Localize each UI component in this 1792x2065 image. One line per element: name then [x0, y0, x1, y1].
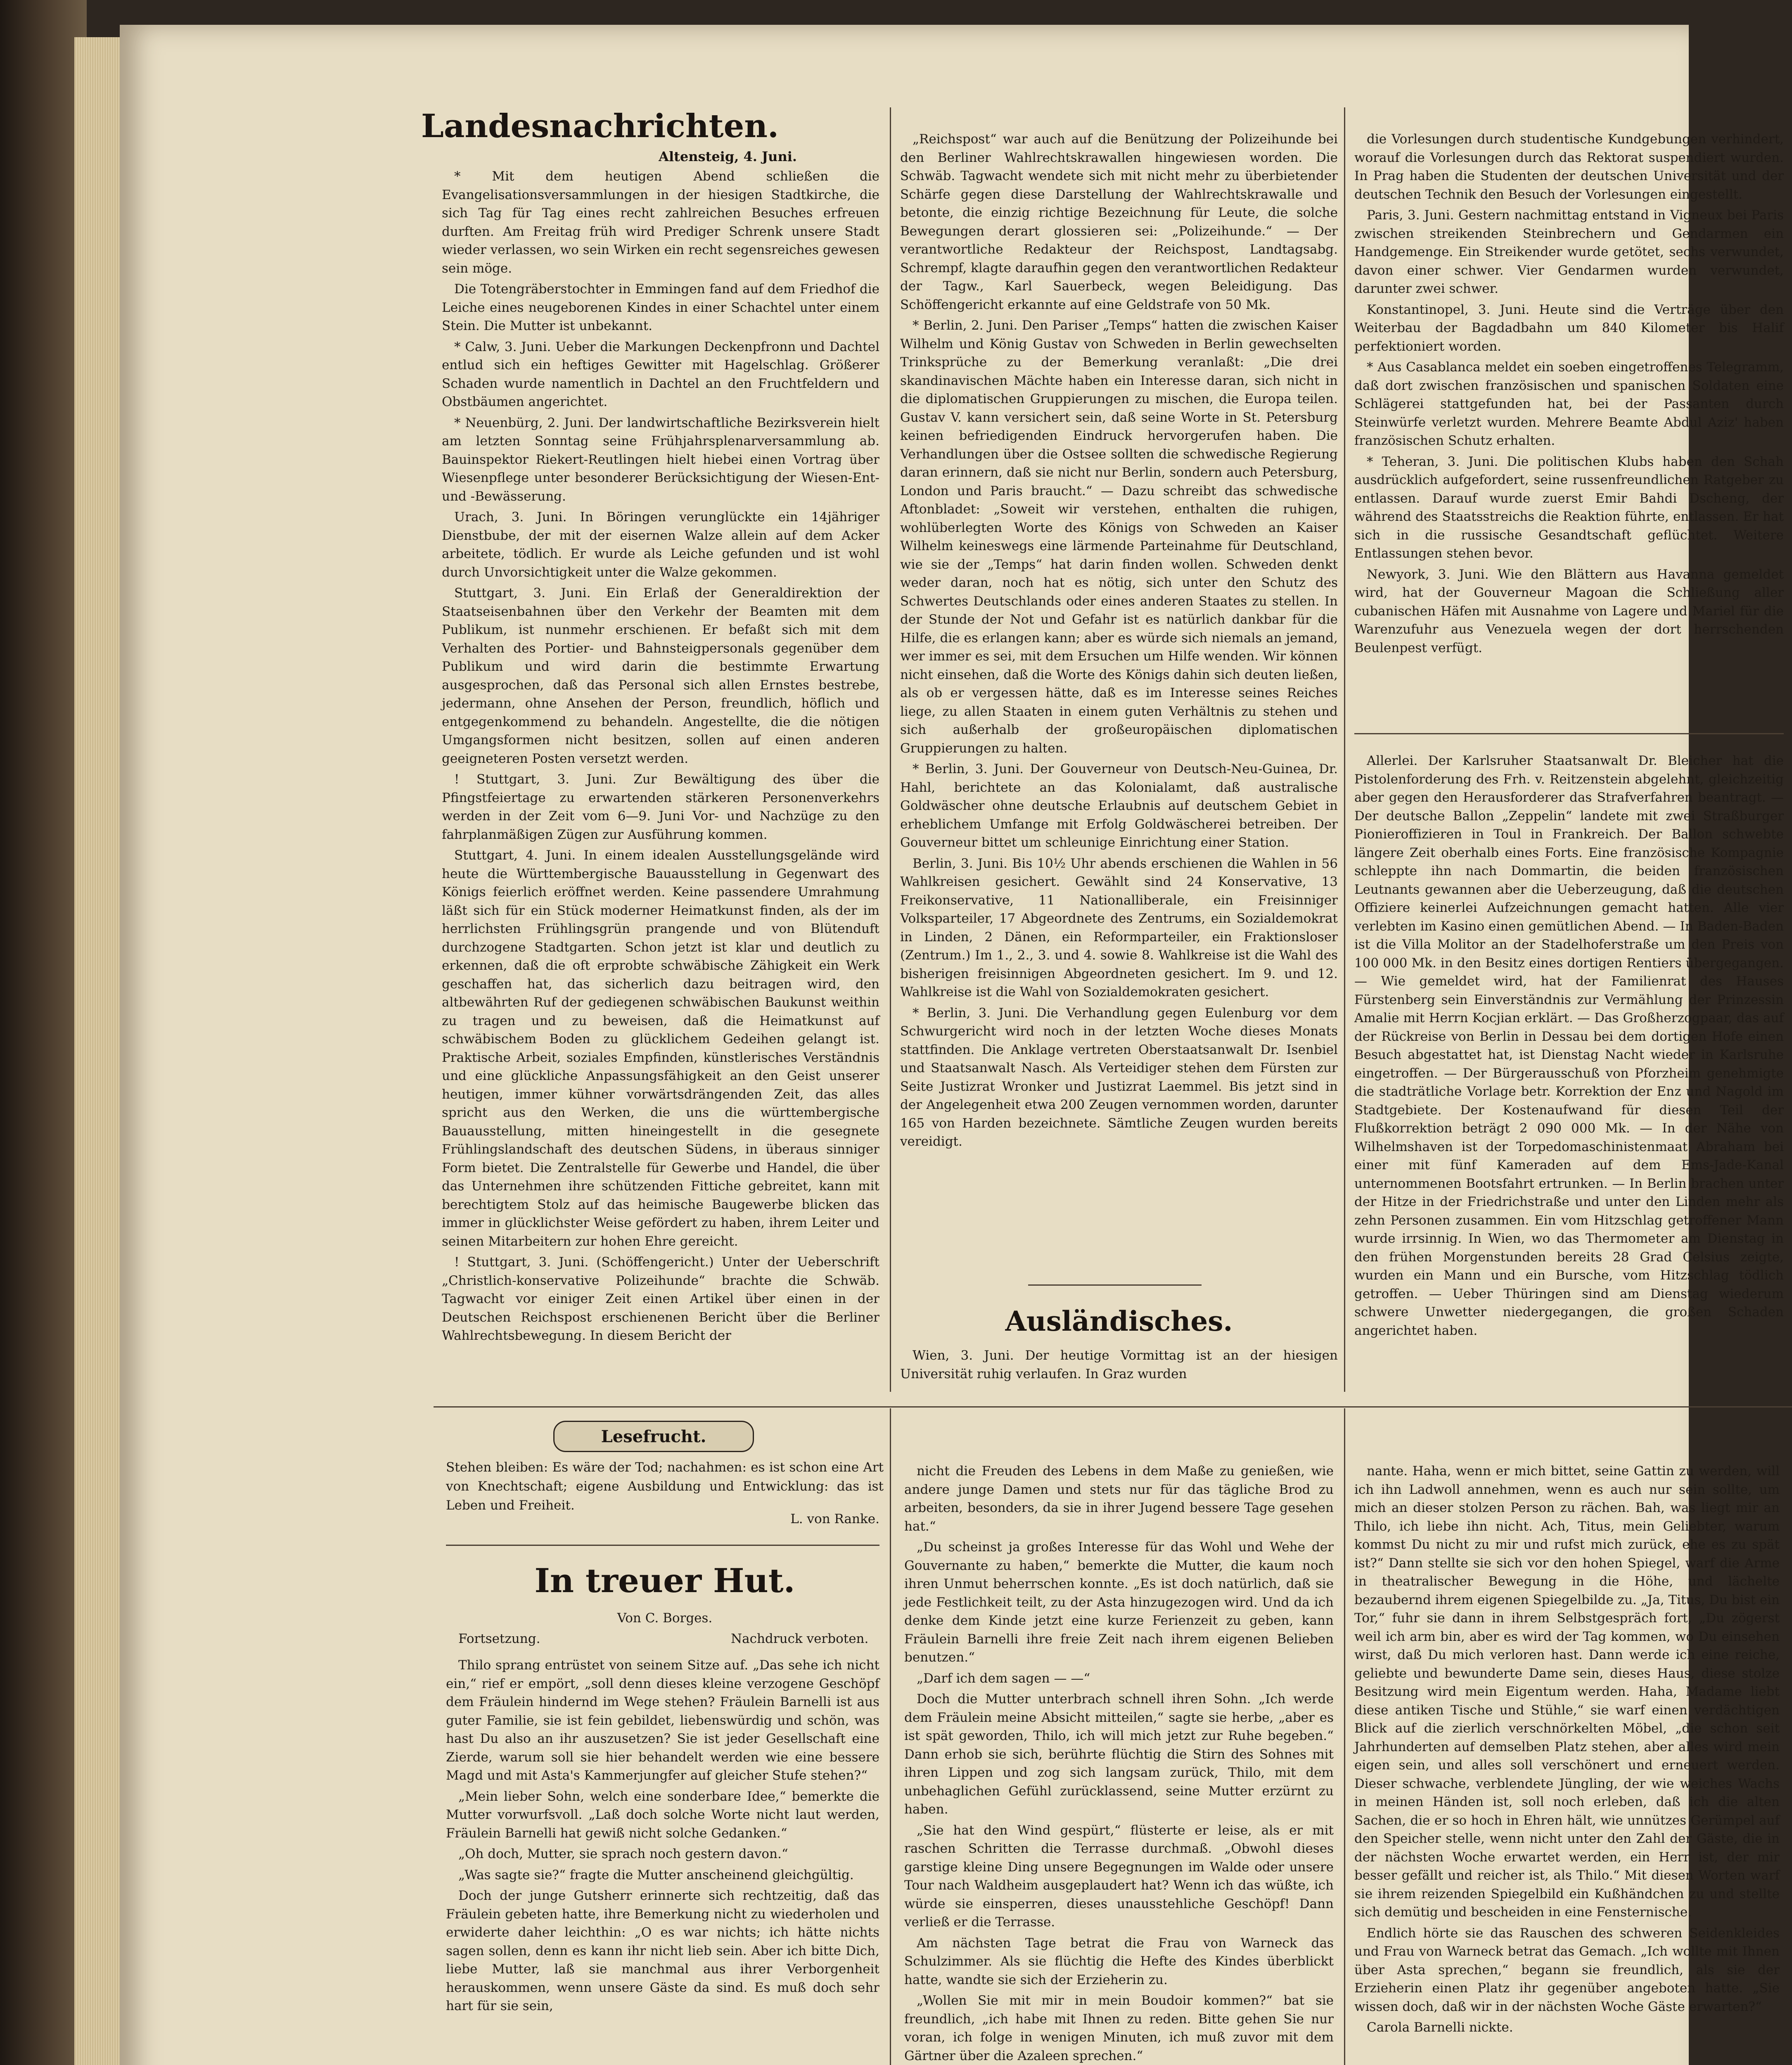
column-rule	[890, 107, 891, 1392]
novel-paragraph: Thilo sprang entrüstet von seinem Sitze auf. „Das sehe ich nicht ein,“ rief er empört, „soll denn dieses kleine verzogene Geschöpf dem Fräulein hindernd im Wege stehen? Fräulein Barnelli ist aus guter Familie, sie ist fein gebildet, liebenswürdig und schön, was hast Du also an ihr auszusetzen? Sie ist jeder Gesellschaft eine Zierde, warum soll sie hier behandelt werden wie eine bessere Magd und mit Asta's Kammerjungfer auf gleicher Stufe stehen?“	[446, 1658, 879, 1783]
article: Stuttgart, 4. Juni. In einem idealen Ausstellungsgelände wird heute die Württembergische Bauausstellung in Gegenwart des Königs feierlich eröffnet werden. Keine passendere Umrahmung läßt sich für ein Stück moderner Heimatkunst finden, als der im herrlichsten Frühlingsgrün prangende und von Blütenduft durchzogene Stadtgarten. Schon jetzt ist klar und deutlich zu erkennen, daß die oft erprobte schwäbische Zähigkeit ein Werk geschaffen hat, das sicherlich dazu beitragen wird, den altbewährten Ruf der gediegenen schwäbischen Baukunst weithin zu tragen und zu beweisen, daß die Heimatkunst auf schwäbischem Boden zu glücklichem Gedeihen gelangt ist. Praktische Arbeit, soziales Empfinden, künstlerisches Verständnis und eine glückliche Anpassungsfähigkeit an den Geist unserer heutigen, immer kühner vorwärtsdrängenden Zeit, das alles spricht aus den Werken, die uns die württembergische Bauausstellung, mitten hineingestellt in die gesegnete Frühlingslandschaft des deutschen Südens, in überaus sinniger Form bietet. Die Zentralstelle für Gewerbe und Handel, die über das Unternehmen ihre schützenden Fittiche gebreitet, kann mit berechtigtem Stolz auf das heimische Baugewerbe blicken das immer in glücklichster Weise gefördert zu haben, ihrem Leiter und seinen Mitarbeitern zur hohen Ehre gereicht.	[442, 848, 879, 1249]
page-edges	[74, 37, 124, 2065]
article: * Berlin, 3. Juni. Die Verhandlung gegen Eulenburg vor dem Schwurgericht wird noch in der letzten Woche dieses Monats stattfinden. Die Anklage vertreten Oberstaatsanwalt Dr. Isenbiel und Staatsanwalt Nasch. Als Verteidiger stehen dem Fürsten zur Seite Justizrat Wronker und Justizrat Laemmel. Bis jetzt sind in der Angelegenheit etwa 200 Zeugen vernommen worden, darunter 165 von Harden bezeichnete. Sämtliche Zeugen wurden bereits vereidigt.	[900, 1005, 1338, 1149]
novel-paragraph: „Was sagte sie?“ fragte die Mutter anscheinend gleichgültig.	[458, 1867, 854, 1882]
section-rule	[446, 1545, 879, 1546]
novel-paragraph: Doch der junge Gutsherr erinnerte sich rechtzeitig, daß das Fräulein gebeten hatte, ihre Bemerkung nicht zu wiederholen und erwiderte daher leichthin: „O es war nichts; ich hätte nichts sagen sollen, denn es kann ihr nicht lieb sein. Aber ich bitte Dich, liebe Mutter, laß sie manchmal aus ihrer Verborgenheit herauskommen, wenn unsere Gäste da sind. Es muß doch sehr hart für sie sein,	[446, 1888, 879, 2013]
novel-paragraph: „Mein lieber Sohn, welch eine sonderbare Idee,“ bemerkte die Mutter vorwurfsvoll. „Laß doch solche Worte nicht laut werden, Fräulein Barnelli hat gewiß nicht solche Gedanken.“	[446, 1789, 879, 1841]
continuation-label: Fortsetzung.	[458, 1631, 540, 1646]
article: Stuttgart, 3. Juni. Ein Erlaß der Generaldirektion der Staatseisenbahnen über den Verkehr der Beamten mit dem Publikum, ist nunmehr erschienen. Er befaßt sich mit dem Verhalten des Portier- und Bahnsteigpersonals gegenüber dem Publikum und wird darin die bestimmte Erwartung ausgesprochen, daß das Personal sich allen Ernstes bestrebe, jedermann, ohne Ansehen der Person, freundlich, höflich und entgegenkommend zu behandeln. Angestellte, die die nötigen Umgangsformen nicht besitzen, sollen auf einen anderen geeigneteren Posten versetzt werden.	[442, 586, 879, 766]
novel-column-2	[904, 1462, 1334, 2065]
novel-paragraph: nante. Haha, wenn er mich bittet, seine Gattin zu werden, will ich ihn Ladwoll annehmen, wenn es auch nur sein sollte, um mich an dieser stolzen Person zu rächen. Bah, was liegt mir an Thilo, ich liebe ihn nicht. Ach, Titus, mein Geliebter, warum kommst Du nicht zu mir und rufst mich zurück, ehe es zu spät ist?“ Dann stellte sie sich vor den hohen Spiegel, warf die Arme in theatralischer Bewegung in die Höhe, und lächelte bezaubernd ihrem eigenen Spiegelbilde zu. „Ja, Titus, Du bist ein Tor,“ fuhr sie dann in ihrem Selbstgespräch fort, „Du zögerst weil ich arm bin, aber es wird der Tag kommen, wo Du einsehen wirst, daß Du mich verloren hast. Dann werde ich eine reiche, geliebte und bewunderte Dame sein, dieses Haus, diese stolze Besitzung wird mein Eigentum werden. Haha, Madame liebt diese antiken Tische und Stühle,“ sie warf einen verdächtigen Blick auf die zierlich verschnörkelten Möbel, „die schon seit Jahrhunderten auf demselben Platz stehen, aber alles wird mein eigen sein, und alles soll verschönert und erneuert werden. Dieser schwache, verblendete Jüngling, der wie weiches Wachs in meinen Händen ist, soll noch erleben, daß ich die alten Sachen, die er so hoch in Ehren hält, wie unnützes Gerümpel auf den Speicher stelle, wenn nicht unter den Zahl der Gäste, die in der nächsten Woche erwartet werden, ein Herr ist, der mir besser gefällt und reicher ist, als Thilo.“ Mit diesen Worten warf sie ihrem reizenden Spiegelbild ein Kußhändchen zu und stellte sich demütig und bescheiden in eine Fensternische.	[1354, 1464, 1780, 1920]
article: Berlin, 3. Juni. Bis 10½ Uhr abends erschienen die Wahlen in 56 Wahlkreisen gesichert. Gewählt sind 24 Konservative, 13 Freikonservative, 11 Nationalliberale, ein Freisinniger Volksparteiler, 17 Abgeordnete des Zentrums, ein Sozialdemokrat in Linden, 2 Dänen, ein Reformparteiler, ein Fraktionsloser (Zentrum.) Im 1., 2., 3. und 4. sowie 8. Wahlkreise ist die Wahl des bisherigen freisinnigen Abgeordneten gesichert. Im 9. und 12. Wahlkreise ist die Wahl von Sozialdemokraten gesichert.	[900, 856, 1338, 999]
novel-paragraph: Carola Barnelli nickte.	[1367, 2020, 1513, 2035]
article: * Berlin, 2. Juni. Den Pariser „Temps“ hatten die zwischen Kaiser Wilhelm und König Gustav von Schweden in Berlin gewechselten Trinksprüche zu der Bemerkung veranlaßt: „Die drei skandinavischen Mächte haben ein Interesse daran, sich nicht in die diplomatischen Gruppierungen zu mischen, die Europa teilen. Gustav V. kann versichert sein, daß seine Worte in St. Petersburg keinen befriedigenden Eindruck hervorgerufen haben. Die Verhandlungen über die Ostsee sollten die schwedische Regierung daran erinnern, daß sie nicht nur Berlin, sondern auch Petersburg, London und Paris braucht.“ — Dazu schreibt das schwedische Aftonbladet: „Soweit wir verstehen, enthalten die ruhigen, wohlüberlegten Worte des Königs von Schweden an Kaiser Wilhelm keineswegs eine lärmende Parteinahme für Deutschland, wie sie der „Temps“ hat darin finden wollen. Schweden denkt weder daran, noch hat es nötig, sich unter den Schutz des Schwertes Deutschlands oder eines anderen Staates zu stellen. In der Stunde der Not und Gefahr ist es natürlich dankbar für die Hilfe, die es erlangen kann; aber es würde sich niemals an jemand, wer immer es sei, mit dem Ersuchen um Hilfe wenden. Wir können nicht einsehen, daß die Worte des Königs dahin sich deuten ließen, als ob er vergessen hätte, daß es im Interesse seines Reiches liege, zu allen Staaten in einem guten Verhältnis zu stehen und sich außerhalb der großeuropäischen diplomatischen Gruppierungen zu halten.	[900, 318, 1338, 756]
article: Die Totengräberstochter in Emmingen fand auf dem Friedhof die Leiche eines neugeborenen Kindes in einer Schachtel unter einem Stein. Die Mutter ist unbekannt.	[442, 282, 879, 333]
novel-title: In treuer Hut.	[534, 1561, 795, 1600]
article: ! Stuttgart, 3. Juni. Zur Bewältigung des über die Pfingstfeiertage zu erwartenden stärkeren Personenverkehrs werden in der Zeit vom 6—9. Juni Vor- und Nachzüge zu den fahrplanmäßigen Zügen zur Ausführung kommen.	[442, 772, 879, 842]
article: * Aus Casablanca meldet ein soeben eingetroffenes Telegramm, daß dort zwischen französischen und spanischen Soldaten eine Schlägerei stattgefunden hat, bei der Passanten durch Steinwürfe verletzt wurden. Mehrere Beamte Abdul Aziz' haben französischen Schutz erhalten.	[1354, 360, 1784, 448]
novel-paragraph: „Darf ich dem sagen — —“	[917, 1671, 1090, 1686]
feuilleton-rule	[434, 1406, 1792, 1408]
article: die Vorlesungen durch studentische Kundgebungen verhindert, worauf die Vorlesungen durch das Rektorat suspendiert wurden. In Prag haben die Studenten der deutschen Universität und der deutschen Technik den Besuch der Vorlesungen eingestellt.	[1354, 132, 1784, 202]
lesefrucht-quote: Stehen bleiben: Es wäre der Tod; nachahmen: es ist schon eine Art von Knechtschaft; eigene Ausbildung und Entwicklung: das ist Leben und Freiheit.	[446, 1460, 884, 1513]
novel-paragraph: „Wollen Sie mit mir in mein Boudoir kommen?“ bat sie freundlich, „ich habe mit Ihnen zu reden. Bitte gehen Sie nur voran, ich folge in wenigen Minuten, ich muß zuvor mit dem Gärtner über die Azaleen sprechen.“	[904, 1993, 1334, 2063]
article: * Mit dem heutigen Abend schließen die Evangelisationsversammlungen in der hiesigen Stadtkirche, die sich Tag für Tag eines recht zahlreichen Besuches erfreuen durften. Am Freitag früh wird Prediger Schrenk unsere Stadt wieder verlassen, wo sein Wirken ein recht segensreiches gewesen sein möge.	[442, 169, 879, 276]
novel-paragraph: „Oh doch, Mutter, sie sprach noch gestern davon.“	[458, 1847, 788, 1861]
heading-auslaendisches: Ausländisches.	[1005, 1305, 1233, 1337]
novel-paragraph: „Du scheinst ja großes Interesse für das Wohl und Wehe der Gouvernante zu haben,“ bemerkte die Mutter, die kaum noch ihren Unmut beherrschen konnte. „Es ist doch natürlich, daß sie jede Festlichkeit teilt, zu der Asta hinzugezogen wird. Und da ich denke dem Kinde jetzt eine kurze Ferienzeit zu geben, kann Fräulein Barnelli ihre freie Zeit nach ihrem eigenen Belieben benutzen.“	[904, 1540, 1334, 1665]
novel-paragraph: „Sie hat den Wind gespürt,“ flüsterte er leise, als er mit raschen Schritten die Terrasse durchmaß. „Obwohl dieses garstige kleine Ding unsere Begegnungen im Walde oder unsere Tour nach Waldheim ausgeplaudert hat? Wenn ich das wüßte, ich würde sie einsperren, dieses unausstehliche Geschöpf! Dann verließ er die Terrasse.	[904, 1823, 1334, 1930]
column-3	[1354, 130, 1784, 729]
article-wien: Wien, 3. Juni. Der heutige Vormittag ist an der hiesigen Universität ruhig verlaufen. In Graz wurden	[900, 1348, 1338, 1381]
article: * Berlin, 3. Juni. Der Gouverneur von Deutsch-Neu-Guinea, Dr. Hahl, berichtete an das Kolonialamt, daß australische Goldwäscher ohne deutsche Erlaubnis auf deutschem Gebiet in erheblichem Umfange mit Erfolg Goldwäscherei betreiben. Der Gouverneur bittet um schleunige Einrichtung einer Station.	[900, 762, 1338, 850]
article: Paris, 3. Juni. Gestern nachmittag entstand in Vigneux bei Paris zwischen streikenden Steinbrechern und Gendarmen ein Handgemenge. Ein Streikender wurde getötet, sechs verwundet, davon einer schwer. Vier Gendarmen wurden verwundet, darunter zwei schwer.	[1354, 208, 1784, 296]
section-rule	[1354, 733, 1784, 734]
book-binding	[0, 0, 87, 2065]
rights-notice: Nachdruck verboten.	[731, 1631, 869, 1646]
novel-paragraph: nicht die Freuden des Lebens in dem Maße zu genießen, wie andere junge Damen und stets nur für das tägliche Brod zu arbeiten, besonders, da sie in ihrer Jugend bessere Tage gesehen hat.“	[904, 1464, 1334, 1534]
article: * Calw, 3. Juni. Ueber die Markungen Deckenpfronn und Dachtel entlud sich ein heftiges Gewitter mit Hagelschlag. Größerer Schaden wurde namentlich in Dachtel an den Fruchtfeldern und Obstbäumen angerichtet.	[442, 339, 879, 409]
column-3-allerlei	[1354, 752, 1784, 1421]
article: „Reichspost“ war auch auf die Benützung der Polizeihunde bei den Berliner Wahlrechtskrawallen hingewiesen worden. Die Schwäb. Tagwacht wendete sich mit nicht mehr zu überbietender Schärfe gegen diese Darstellung der Wahlrechtskrawalle und betonte, die einzig richtige Bezeichnung für Leute, die solche Bewegungen derart glossieren sei: „Polizeihunde.“ — Der verantwortliche Redakteur der Reichspost, Landtagsabg. Schrempf, klagte daraufhin gegen den verantwortlichen Redakteur der Tagw., Karl Sauerbeck, wegen Beleidigung. Das Schöffengericht erkannte auf eine Geldstrafe von 50 Mk.	[900, 132, 1338, 312]
article: Konstantinopel, 3. Juni. Heute sind die Verträge über den Weiterbau der Bagdadbahn um 840 Kilometer bis Halif perfektioniert worden.	[1354, 302, 1784, 354]
article: * Teheran, 3. Juni. Die politischen Klubs haben den Schah ausdrücklich aufgefordert, seine russenfreundlichen Ratgeber zu entlassen. Darauf wurde zuerst Emir Bahdi Dscheng, der während des Staatsstreichs die Reaktion führte, entlassen. Er hat sich in die russische Gesandtschaft geflüchtet. Weitere Entlassungen stehen bevor.	[1354, 454, 1784, 561]
novel-paragraph: Am nächsten Tage betrat die Frau von Warneck das Schulzimmer. Als sie flüchtig die Hefte des Kindes überblickt hatte, wandte sie sich der Erzieherin zu.	[904, 1935, 1334, 1987]
article: ! Stuttgart, 3. Juni. (Schöffengericht.) Unter der Ueberschrift „Christlich-konservative Polizeihunde“ brachte die Schwäb. Tagwacht vor einiger Zeit einen Artikel über einen in der Deutschen Reichspost erschienenen Bericht über die Berliner Wahlrechtsbewegung. In diesem Bericht der	[442, 1255, 879, 1343]
newspaper-page	[120, 25, 1784, 2065]
novel-paragraph: Endlich hörte sie das Rauschen des schweren Seidenkleides und Frau von Warneck betrat das Gemach. „Ich wollte mit Ihnen über Asta sprechen,“ begann sie freundlich, als sie der Erzieherin einen Platz ihr gegenüber angeboten hatte. „Sie wissen doch, daß wir in der nächsten Woche Gäste erwarten?“	[1354, 1925, 1780, 2014]
article: Urach, 3. Juni. In Böringen verunglückte ein 14jähriger Dienstbube, der mit der eisernen Walze allein auf dem Acker arbeitete, tödlich. Er wurde als Leiche gefunden und ist wohl durch Unvorsichtigkeit unter die Walze gekommen.	[442, 510, 879, 580]
dateline: Altensteig, 4. Juni.	[659, 149, 797, 164]
quote-author: L. von Ranke.	[790, 1512, 879, 1526]
article: * Neuenbürg, 2. Juni. Der landwirtschaftliche Bezirksverein hielt am letzten Sonntag seine Frühjahrsplenarversammlung ab. Bauinspektor Riekert-Reutlingen hielt hiebei einen Vortrag über Wiesenpflege unter besonderer Berücksichtigung der Wiesen-Ent- und -Bewässerung.	[442, 415, 879, 504]
article-allerlei: Allerlei. Der Karlsruher Staatsanwalt Dr. Bleicher hat die Pistolenforderung des Frh. v. Reitzenstein abgelehnt, gleichzeitig aber gegen den Herausforderer das Strafverfahren beantragt. — Der deutsche Ballon „Zeppelin“ landete mit zwei Straßburger Pionieroffizieren in Toul in Frankreich. Der Ballon schwebte längere Zeit oberhalb eines Forts. Eine französische Kompagnie schleppte ihn nach Dommartin, die beiden französischen Leutnants gewannen aber die Ueberzeugung, daß die deutschen Offiziere keinerlei Aufzeichnungen gemacht hatten. Alle vier verlebten im Kasino einen gemütlichen Abend. — In Baden-Baden ist die Villa Molitor an der Stadelhoferstraße um den Preis von 100 000 Mk. in den Besitz eines dortigen Rentiers übergegangen. — Wie gemeldet wird, hat der Familienrat des Hauses Fürstenberg sein Einverständnis zur Vermählung der Prinzessin Amalie mit Herrn Kocjian erklärt. — Das Großherzogpaar, das auf der Rückreise von Berlin in Dessau bei dem dortigen Hofe einen Besuch abgestattet hat, ist Dienstag Nacht wieder in Karlsruhe eingetroffen. — Der Bürgerausschuß von Pforzheim genehmigte die stadträtliche Vorlage betr. Korrektion der Enz und Nagold im Stadtgebiete. Der Kostenaufwand für diesen Teil der Flußkorrektion beträgt 2 090 000 Mk. — In der Nähe von Wilhelmshaven ist der Torpedomaschinistenmaat Abraham bei einer mit fünf Kameraden auf dem Ems-Jade-Kanal unternommenen Bootsfahrt ertrunken. — In Berlin brachen unter der Hitze in der Friedrichstraße und unter den Linden mehr als zehn Personen zusammen. Ein vom Hitzschlag getroffener Mann wurde irrsinnig. In Wien, wo das Thermometer am Dienstag in den frühen Morgenstunden bereits 28 Grad Celsius zeigte, wurden ein Mann und ein Bursche, vom Hitzschlag tödlich getroffen. — Ueber Thüringen sind am Dienstag wiederum schwere Unwetter niedergegangen, die großen Schaden angerichtet haben.	[1354, 753, 1784, 1338]
article: Newyork, 3. Juni. Wie den Blättern aus Havanna gemeldet wird, hat der Gouverneur Magoan die Schließung aller cubanischen Häfen mit Ausnahme von Lagere und Mariel für die Warenzufuhr aus Venezuela wegen der dort herrschenden Beulenpest verfügt.	[1354, 567, 1784, 655]
lesefrucht-banner: Lesefrucht.	[553, 1421, 754, 1452]
heading-landesnachrichten: Landesnachrichten.	[421, 107, 779, 145]
novel-column-3	[1354, 1462, 1780, 2065]
column-2	[900, 130, 1338, 1410]
column-1	[442, 167, 879, 1406]
column-rule	[890, 1408, 891, 2065]
column-rule	[1344, 1408, 1345, 2065]
novel-paragraph: Doch die Mutter unterbrach schnell ihren Sohn. „Ich werde dem Fräulein meine Absicht mitteilen,“ sagte sie herbe, „aber es ist spät geworden, Thilo, ich will mich jetzt zur Ruhe begeben.“ Dann erhob sie sich, berührte flüchtig die Stirn des Sohnes mit ihren Lippen und zog sich langsam zurück, Thilo, mit dem unbehaglichen Gefühl zurücklassend, seine Mutter erzürnt zu haben.	[904, 1692, 1334, 1817]
section-rule	[1028, 1284, 1202, 1286]
novel-column-1	[446, 1656, 879, 2065]
novel-byline: Von C. Borges.	[617, 1611, 713, 1626]
column-rule	[1344, 107, 1345, 1392]
